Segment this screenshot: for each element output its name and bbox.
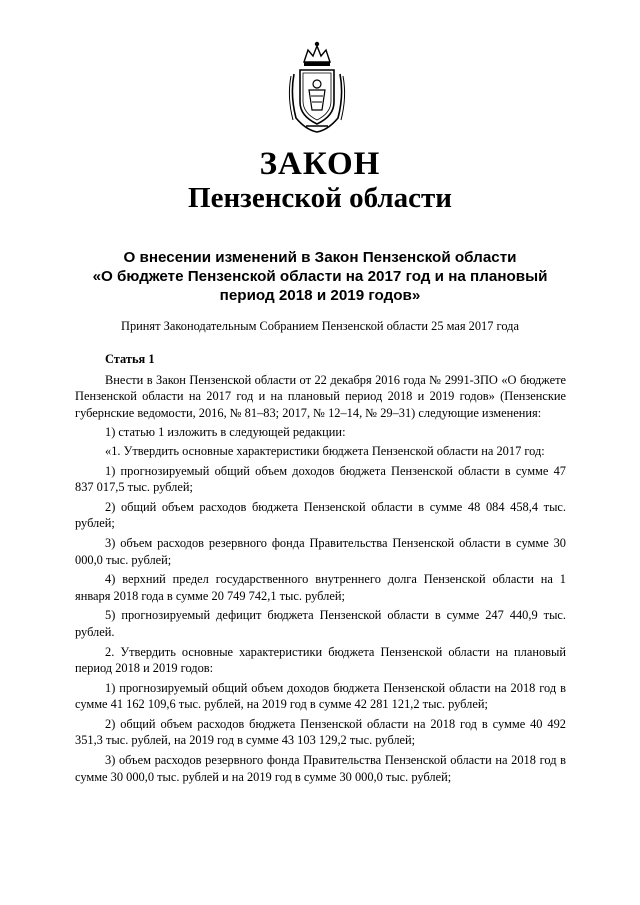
article-paragraph: 1) прогнозируемый общий объем доходов бюджета Пензенской области в сумме 47 837 017,5 тыс. рублей; [75,463,566,495]
penza-oblast-coat-of-arms-icon [282,40,352,135]
article-paragraph: 2) общий объем расходов бюджета Пензенской области на 2018 год в сумме 40 492 351,3 тыс. рублей, на 2019 год в сумме 43 103 129,2 тыс. рублей; [75,716,566,748]
article-paragraph: 3) объем расходов резервного фонда Правительства Пензенской области в сумме 30 000,0 тыс. рублей; [75,535,566,567]
article-paragraph: 4) верхний предел государственного внутреннего долга Пензенской области на 1 января 2018 года в сумме 20 749 742,1 тыс. рублей; [75,572,566,603]
law-title: ЗАКОН [259,146,381,182]
article-paragraph: 1) статью 1 изложить в следующей редакции: [105,425,346,440]
article-paragraph: 3) объем расходов резервного фонда Правительства Пензенской области на 2018 год в сумме 30 000,0 тыс. рублей и на 2019 год в сумме 30 000,0 тыс. рублей; [75,753,566,784]
article-paragraph: «1. Утвердить основные характеристики бюджета Пензенской области на 2017 год: [105,443,545,458]
article-paragraph: 1) прогнозируемый общий объем доходов бюджета Пензенской области на 2018 год в сумме 41 162 109,6 тыс. рублей, на 2019 год в сумме 42 281 121,2 тыс. рублей; [75,680,566,712]
adoption-note: Принят Законодательным Собранием Пензенской области 25 мая 2017 года [121,319,519,333]
article-paragraph: Внести в Закон Пензенской области от 22 декабря 2016 года № 2991-ЗПО «О бюджете Пензенской области на 2017 год и на плановый период 2018 и 2019 годов» (Пензенские губернские ведомости, 2016, № 81–83; 2017, № 12–14, № 29–31) следующие изменения: [75,372,566,420]
subtitle-line: О внесении изменений в Закон Пензенской области [123,249,517,266]
region-title: Пензенской области [188,182,452,214]
subtitle-line: период 2018 и 2019 годов» [219,287,421,304]
subtitle-line: «О бюджете Пензенской области на 2017 год и на плановый [92,268,548,285]
article-paragraph: 2) общий объем расходов бюджета Пензенской области в сумме 48 084 458,4 тыс. рублей; [75,499,566,531]
article-paragraph: 2. Утвердить основные характеристики бюджета Пензенской области на плановый период 2018 и 2019 годов: [75,644,566,676]
article-title: Статья 1 [105,352,155,366]
article-paragraph: 5) прогнозируемый дефицит бюджета Пензенской области в сумме 247 440,9 тыс. рублей. [75,608,566,639]
law-subtitle [0,248,640,305]
article-body [75,351,566,788]
